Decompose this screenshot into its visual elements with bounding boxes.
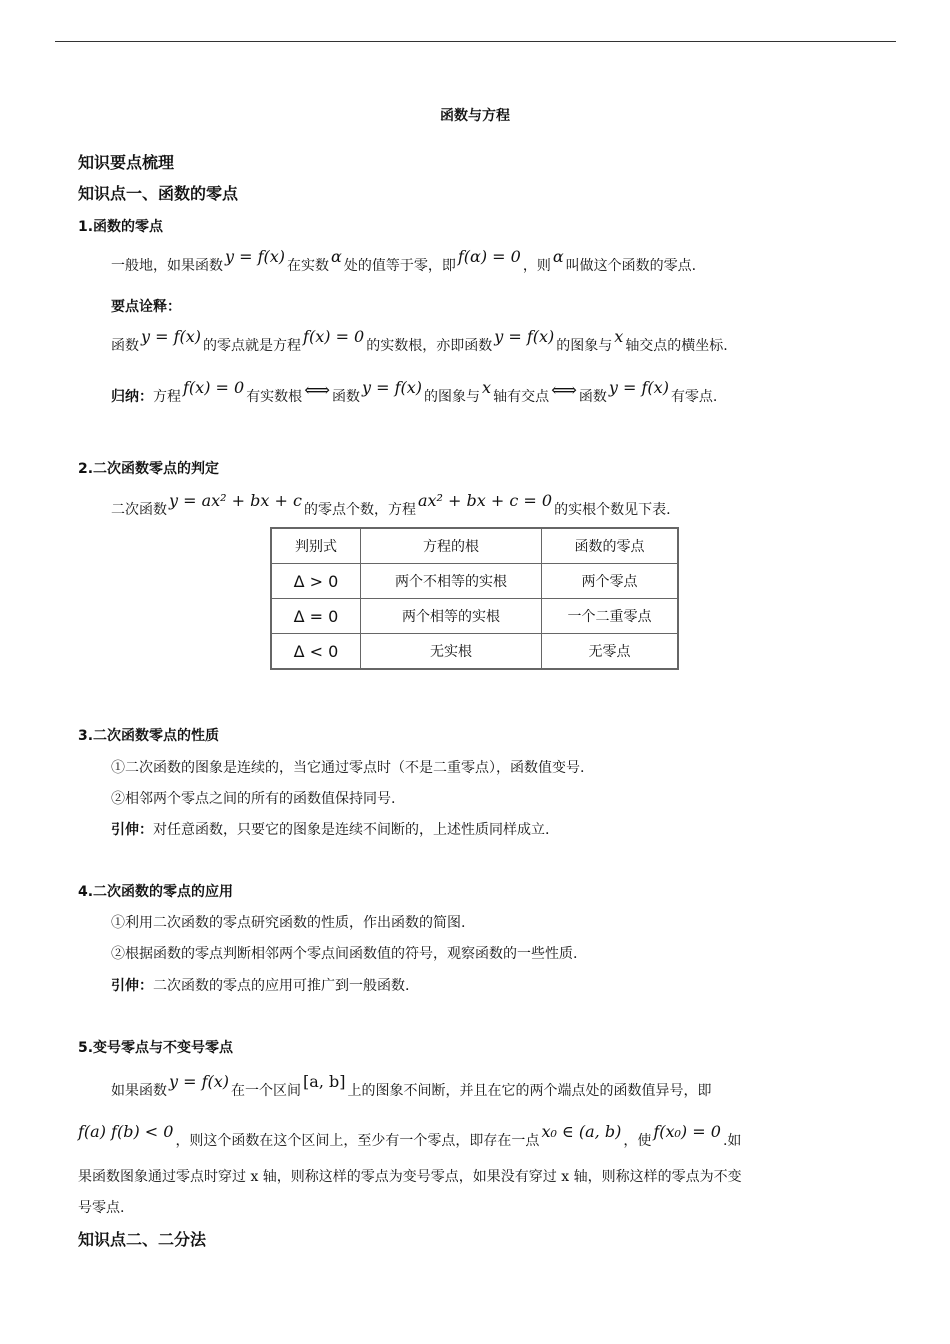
formula-quadratic-function: y = ax² + bx + c: [169, 491, 302, 510]
list-item: ①利用二次函数的零点研究函数的性质，作出函数的简图.: [111, 915, 466, 931]
formula-product: f(a) f(b) < 0: [78, 1122, 174, 1141]
table-cell: 一个二重零点: [542, 599, 679, 634]
formula-y-fx: y = f(x): [169, 1072, 230, 1091]
formula-alpha: α: [331, 247, 342, 266]
heading-2: 2.二次函数零点的判定: [78, 461, 220, 477]
formula-alpha-2: α: [552, 247, 564, 266]
formula-quadratic-equation: ax² + bx + c = 0: [417, 491, 553, 510]
list-item: ②根据函数的零点判断相邻两个零点间函数值的符号，观察函数的一些性质.: [111, 946, 578, 962]
list-item: ②相邻两个零点之间的所有的函数值保持同号.: [111, 791, 396, 807]
formula-y-fx: y = f(x): [608, 378, 669, 397]
formula-y-fx: y = f(x): [225, 247, 286, 266]
extension-note: 引伸：对任意函数，只要它的图象是连续不间断的，上述性质同样成立.: [111, 822, 550, 838]
heading-4: 4.二次函数的零点的应用: [78, 884, 234, 900]
note-label: 要点诠释：: [111, 299, 181, 315]
formula-y-fx: y = f(x): [141, 327, 202, 346]
table-cell: 无实根: [361, 634, 542, 670]
heading-main: 知识要点梳理: [78, 153, 175, 172]
formula-x0-in-ab: x₀ ∈ (a, b): [541, 1122, 622, 1141]
table-row: [271, 634, 678, 670]
extension-note: 引伸：二次函数的零点的应用可推广到一般函数.: [111, 978, 410, 994]
table-cell: Δ < 0: [271, 634, 361, 670]
page-title: 函数与方程: [440, 108, 510, 124]
formula-f-alpha: f(α) = 0: [457, 247, 521, 266]
heading-section-1: 知识点一、函数的零点: [78, 184, 239, 203]
para-sign-change-4: 号零点.: [78, 1200, 125, 1216]
formula-fx-eq-0: f(x) = 0: [303, 327, 365, 346]
table-header: 函数的零点: [542, 528, 679, 564]
table-cell: 两个不相等的实根: [361, 564, 542, 599]
para-definition: 一般地，如果函数 y = f(x) 在实数 α 处的值等于零，即 f(α) = 0 ，则 α 叫做这个函数的零点.: [111, 247, 697, 274]
table-cell: Δ > 0: [271, 564, 361, 599]
formula-fx-eq-0: f(x) = 0: [183, 378, 245, 397]
table-cell: 两个零点: [542, 564, 679, 599]
table-header: 方程的根: [361, 528, 542, 564]
table-cell: Δ = 0: [271, 599, 361, 634]
table-header: 判别式: [271, 528, 361, 564]
para-sign-change-3: 果函数图象通过零点时穿过 x 轴，则称这样的零点为变号零点，如果没有穿过 x 轴，则称这样的零点为不变: [78, 1169, 742, 1185]
formula-x: x: [482, 378, 492, 397]
formula-f-x0: f(x₀) = 0: [653, 1122, 721, 1141]
heading-1: 1.函数的零点: [78, 219, 164, 235]
list-item: ①二次函数的图象是连续的，当它通过零点时（不是二重零点），函数值变号.: [111, 760, 585, 776]
formula-x: x: [614, 327, 624, 346]
heading-section-2: 知识点二、二分法: [78, 1230, 207, 1249]
table-row: [271, 599, 678, 634]
equivalence-arrow-icon: ⟺: [304, 380, 330, 401]
extension-label: 引伸：: [111, 822, 153, 838]
summary-label: 归纳：: [111, 389, 153, 405]
formula-y-fx: y = f(x): [494, 327, 555, 346]
heading-3: 3.二次函数零点的性质: [78, 728, 220, 744]
header-rule: [55, 41, 896, 42]
para-sign-change-1: 如果函数 y = f(x) 在一个区间 [a, b] 上的图象不间断，并且在它的两个端点处的函数值异号，即: [111, 1072, 712, 1099]
table-cell: 两个相等的实根: [361, 599, 542, 634]
extension-label: 引伸：: [111, 978, 153, 994]
formula-interval: [a, b]: [303, 1072, 346, 1091]
discriminant-table: [270, 527, 679, 670]
para-note: 函数 y = f(x) 的零点就是方程 f(x) = 0 的实数根，亦即函数 y = f(x) 的图象与 x 轴交点的横坐标.: [111, 327, 728, 354]
formula-y-fx: y = f(x): [362, 378, 423, 397]
heading-5: 5.变号零点与不变号零点: [78, 1040, 234, 1056]
para-sign-change-2: f(a) f(b) < 0 ，则这个函数在这个区间上，至少有一个零点，即存在一点 x₀ ∈ (a, b) ，使 f(x₀) = 0 .如: [78, 1122, 742, 1149]
table-row: [271, 564, 678, 599]
table-cell: 无零点: [542, 634, 679, 670]
para-summary: 归纳：方程 f(x) = 0 有实数根 ⟺ 函数 y = f(x) 的图象与 x 轴有交点 ⟺ 函数 y = f(x) 有零点.: [111, 378, 718, 405]
para-quadratic: 二次函数 y = ax² + bx + c 的零点个数，方程 ax² + bx + c = 0 的实根个数见下表.: [111, 491, 671, 518]
equivalence-arrow-icon: ⟺: [551, 380, 577, 401]
table-header-row: [271, 528, 678, 564]
